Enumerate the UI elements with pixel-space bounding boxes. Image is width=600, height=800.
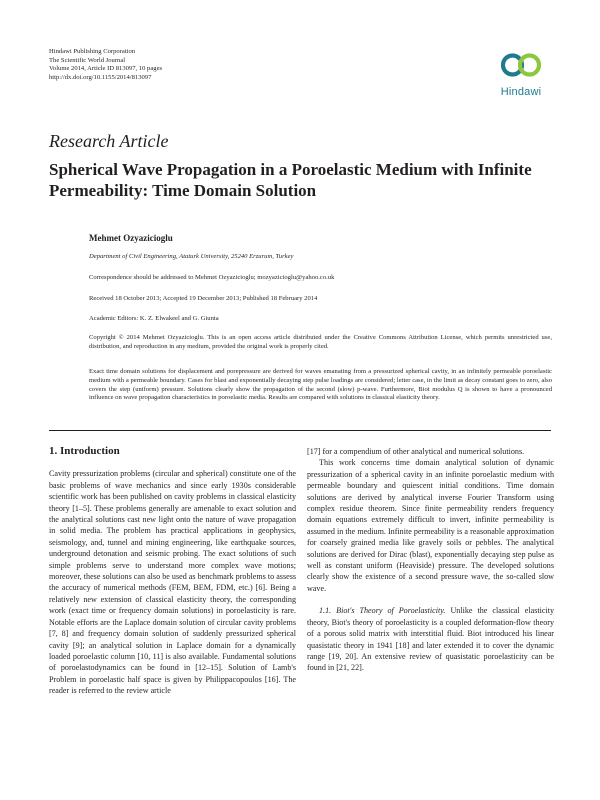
- copyright-notice: Copyright © 2014 Mehmet Ozyazicioglu. This is an open access article distributed under the Creative Commons Attribution License, which permits unrestricted use, distribution, and reproduction in any medium, provided the original work is properly cited.: [89, 334, 552, 350]
- subsection-heading: 1.1. Biot's Theory of Poroelasticity.: [319, 606, 446, 616]
- left-column: [49, 446, 296, 697]
- right-column: [307, 446, 554, 674]
- intro-paragraph-1: Cavity pressurization problems (circular and spherical) constitute one of the basic problems of wave mechanics and since early 1930s considerable scientific work has been published on cavity problems in classical elasticity theory [1–5]. These problems generally are amenable to exact solution and the analytical solutions cast new light onto the nature of wave propagation in solid media. The problem has practical applications in geophysics, seismology, and, tunnel and mining engineering, like earthquake sources, underground detonation and seismic probing. The exact solutions of such simple problems serve to understand more complex wave motions; moreover, these solutions can also be used as benchmark problems to assess the accuracy of numerical methods (FEM, BEM, FDM, etc.) [6]. Being a relatively new extension of classical elasticity theory, the corresponding work (exact time or frequency domain solutions) in poroelasticity is rare. Notable efforts are the Laplace domain solution of circular cavity problems [7, 8] and frequency domain solution of suddenly pressurized spherical cavity [9]; an analytical solution in Laplace domain for a dynamically loaded poroelastic column [10, 11] is also available. Fundamental solutions of poroelastodynamics can be found in [12–15]. Solution of Lamb's Problem in poroelastic half space is given by Philippacopoulos [16]. The reader is referred to the review article: [49, 469, 296, 696]
- affiliation: Department of Civil Engineering, Ataturk University, 25240 Erzurum, Turkey: [89, 253, 294, 260]
- volume-line: Volume 2014, Article ID 813097, 10 pages: [49, 65, 163, 73]
- doi-link[interactable]: http://dx.doi.org/10.1155/2014/813097: [49, 73, 152, 81]
- correspondence: Correspondence should be addressed to Mehmet Ozyazicioglu; mozyazicioglu@yahoo.co.uk: [89, 274, 335, 281]
- abstract: Exact time domain solutions for displacement and porepressure are derived for waves emanating from a pressurized spherical cavity, in an infinitely permeable poroelastic medium with a permeable boundary. Cases for blast and exponentially decaying step pulse loadings are considered; letter case, in the limit as decay constant goes to zero, also covers the step (uniform) pressure. Solutions clearly show the propagation of the second (slow) p-wave. Furthermore, Biot modulus Q is shown to have a pronounced influence on wave propagation characteristics in poroelastic media. Results are compared with solutions in classical elasticity theory.: [89, 368, 552, 402]
- publication-dates: Received 18 October 2013; Accepted 19 December 2013; Published 18 February 2014: [89, 295, 318, 302]
- subsection-paragraph: [307, 605, 554, 673]
- journal-name: The Scientific World Journal: [49, 56, 126, 64]
- publisher-name: Hindawi Publishing Corporation: [49, 48, 136, 55]
- article-title: Spherical Wave Propagation in a Poroelastic Medium with Infinite Permeability: Time Domain Solution: [49, 160, 532, 200]
- article-type: Research Article: [49, 131, 169, 151]
- intro-paragraph-1-continued: [17] for a compendium of other analytical and numerical solutions.: [307, 447, 525, 456]
- journal-header: [49, 48, 162, 82]
- introduction-heading: 1. Introduction: [49, 445, 120, 457]
- subsection-text: Unlike the classical elasticity theory, Biot's theory of poroelasticity is a coupled deformation-flow theory of a porous solid matrix with interstitial fluid. Biot introduced his linear quasistatic theory in 1941 [18] and later extended it to cover the dynamic range [19, 20]. An extensive review of quasistatic poroelasticity can be found in [21, 22].: [307, 606, 554, 673]
- author-name: Mehmet Ozyazicioglu: [89, 233, 173, 243]
- academic-editors: Academic Editors: K. Z. Elwakeel and G. Giunta: [89, 315, 219, 322]
- hindawi-rings-logo-icon: [500, 45, 542, 85]
- intro-paragraph-2: This work concerns time domain analytical solution of dynamic pressurization of a spherical cavity in an infinite poroelastic medium with permeable boundary and quiescent initial conditions. Time domain solutions are derived by analytical inverse Fourier Transform using complex residue theorem. Since finite permeability renders frequency domain equations extremely difficult to invert, infinite permeability is assumed in the medium. Infinite permeability is a reasonable approximation for coarsely grained media like gravely soils or pebbles. The analytical solutions are derived for Dirac (blast), exponentially decaying step pulse as well as constant uniform (Heaviside) pressure. The developed solutions clearly show the existence of a second pressure wave, the so-called slow wave.: [307, 458, 554, 593]
- hindawi-logo: [494, 45, 548, 107]
- section-divider: [49, 430, 551, 431]
- logo-wordmark: Hindawi: [500, 86, 542, 98]
